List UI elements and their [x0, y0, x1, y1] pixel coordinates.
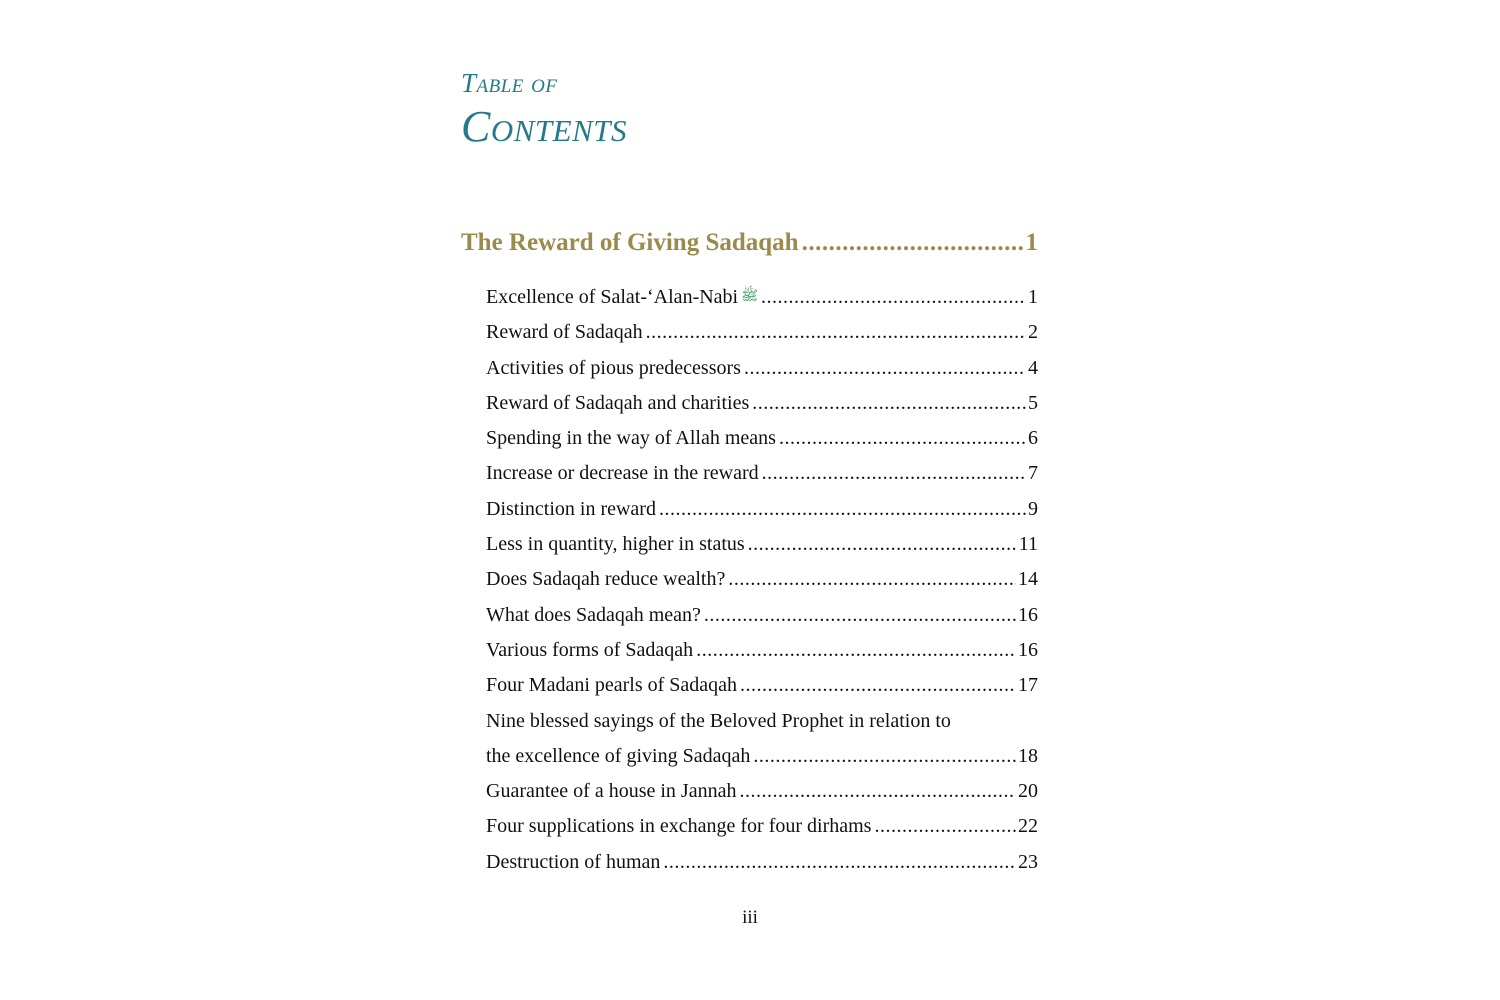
dot-leader — [779, 427, 1026, 450]
chapter-entry[interactable] — [461, 229, 1038, 257]
chapter-page-number: 1 — [1025, 229, 1038, 256]
toc-entry[interactable] — [486, 851, 1038, 886]
entry-title: Reward of Sadaqah — [486, 321, 643, 344]
dot-leader — [704, 604, 1016, 627]
dot-leader — [748, 533, 1017, 556]
toc-entry[interactable] — [486, 462, 1038, 497]
page-number-footer: iii — [742, 907, 758, 928]
dot-leader — [744, 357, 1026, 380]
toc-entry[interactable] — [486, 780, 1038, 815]
toc-entry[interactable] — [486, 533, 1038, 568]
entry-page-number: 16 — [1018, 603, 1038, 626]
entry-title: Less in quantity, higher in status — [486, 533, 745, 556]
entry-title: Excellence of Salat-‘Alan-Nabi ﷺ — [486, 286, 759, 308]
toc-entry[interactable] — [486, 286, 1038, 321]
entry-page-number: 11 — [1018, 533, 1038, 556]
entry-title: Four supplications in exchange for four dirhams — [486, 815, 872, 838]
entry-page-number: 17 — [1018, 674, 1038, 697]
toc-entry[interactable] — [486, 392, 1038, 427]
entry-page-number: 6 — [1028, 427, 1038, 450]
toc-title — [461, 70, 627, 149]
toc-entry[interactable] — [486, 498, 1038, 533]
dot-leader — [761, 286, 1026, 309]
toc-entry[interactable] — [486, 604, 1038, 639]
dot-leader — [752, 392, 1026, 415]
entry-page-number: 20 — [1018, 780, 1038, 803]
toc-entry-wrapped-line[interactable] — [486, 710, 1038, 745]
entry-title: Distinction in reward — [486, 497, 656, 520]
dot-leader — [663, 851, 1016, 874]
entry-page-number: 18 — [1018, 744, 1038, 767]
entry-page-number: 7 — [1028, 462, 1038, 485]
toc-entry[interactable] — [486, 745, 1038, 780]
entry-title: Does Sadaqah reduce wealth? — [486, 568, 726, 591]
dot-leader — [802, 229, 1024, 257]
toc-entry[interactable] — [486, 815, 1038, 850]
dot-leader — [740, 674, 1016, 697]
entry-page-number: 1 — [1028, 286, 1038, 308]
entry-title: Various forms of Sadaqah — [486, 638, 694, 661]
dot-leader — [696, 639, 1016, 662]
dot-leader — [728, 568, 1016, 591]
honorific-calligraphy-icon: ﷺ — [741, 289, 759, 304]
entry-page-number: 4 — [1028, 356, 1038, 379]
toc-entry[interactable] — [486, 639, 1038, 674]
dot-leader — [874, 815, 1016, 838]
toc-entry[interactable] — [486, 357, 1038, 392]
entry-title: Reward of Sadaqah and charities — [486, 391, 750, 414]
entry-title: Spending in the way of Allah means — [486, 427, 776, 450]
dot-leader — [659, 498, 1026, 521]
entry-title: Activities of pious predecessors — [486, 356, 741, 379]
dot-leader — [753, 745, 1016, 768]
dot-leader — [762, 462, 1026, 485]
entry-page-number: 9 — [1028, 497, 1038, 520]
toc-entry[interactable] — [486, 568, 1038, 603]
entry-page-number: 22 — [1018, 815, 1038, 838]
entry-title: Guarantee of a house in Jannah — [486, 780, 737, 803]
entry-title: Destruction of human — [486, 850, 661, 873]
entry-page-number: 16 — [1018, 638, 1038, 661]
chapter-title: The Reward of Giving Sadaqah — [461, 229, 799, 256]
entry-title-line1: Nine blessed sayings of the Beloved Prophet in relation to — [486, 709, 951, 732]
entry-title: Increase or decrease in the reward — [486, 462, 759, 485]
toc-entry[interactable] — [486, 674, 1038, 709]
toc-entry[interactable] — [486, 321, 1038, 356]
entry-page-number: 2 — [1028, 321, 1038, 344]
entry-page-number: 23 — [1018, 850, 1038, 873]
entry-page-number: 14 — [1018, 568, 1038, 591]
entry-page-number: 5 — [1028, 391, 1038, 414]
toc-entry[interactable] — [486, 427, 1038, 462]
dot-leader — [739, 780, 1016, 803]
dot-leader — [646, 321, 1026, 344]
entry-title: Four Madani pearls of Sadaqah — [486, 674, 738, 697]
toc-title-line1: Table of — [461, 68, 558, 98]
toc-entries — [486, 286, 1038, 886]
entry-title: the excellence of giving Sadaqah — [486, 744, 751, 767]
toc-title-line2: Contents — [461, 102, 628, 151]
entry-title: What does Sadaqah mean? — [486, 603, 701, 626]
